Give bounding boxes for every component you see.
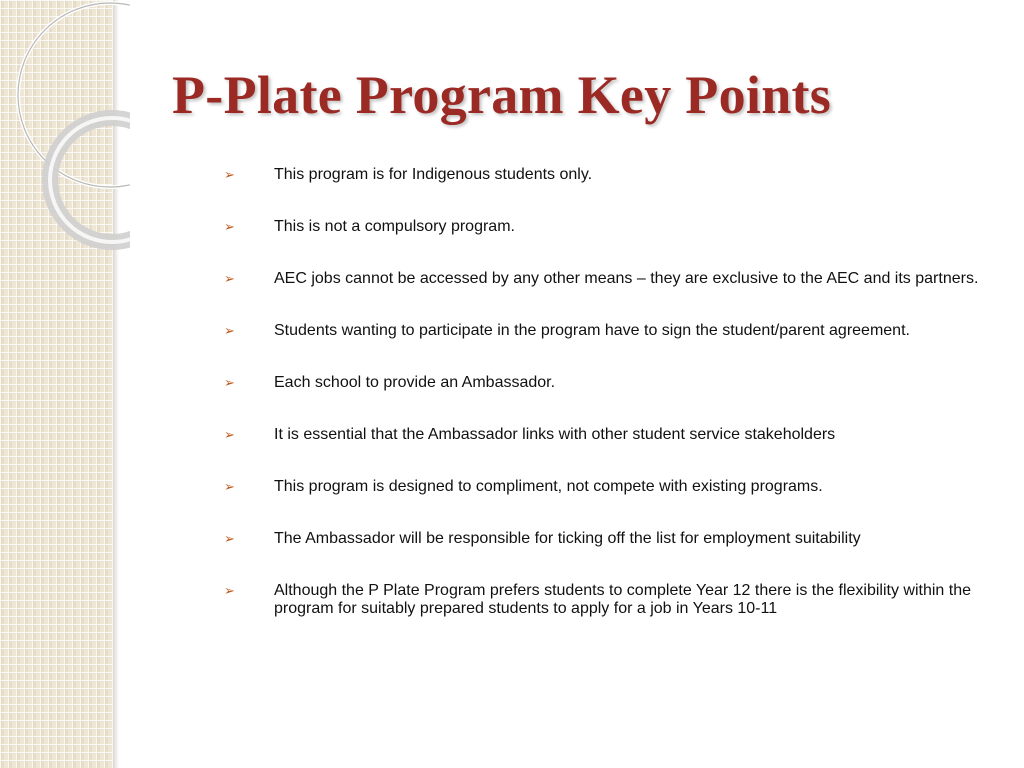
list-item	[222, 322, 1002, 340]
list-item	[222, 166, 1002, 184]
list-item	[222, 478, 1002, 496]
list-item-text: This program is designed to compliment, not compete with existing programs.	[274, 478, 823, 495]
key-points-list	[222, 166, 1002, 652]
arrow-bullet-icon: ➢	[224, 480, 235, 495]
arrow-bullet-icon: ➢	[224, 168, 235, 183]
list-item-text: Each school to provide an Ambassador.	[274, 374, 556, 391]
list-item	[222, 218, 1002, 236]
arrow-bullet-icon: ➢	[224, 428, 235, 443]
decorative-circles	[0, 0, 130, 260]
list-item	[222, 582, 1002, 618]
arrow-bullet-icon: ➢	[224, 220, 235, 235]
list-item	[222, 270, 1002, 288]
arrow-bullet-icon: ➢	[224, 272, 235, 287]
list-item-text: AEC jobs cannot be accessed by any other means – they are exclusive to the AEC and its partners.	[274, 270, 979, 287]
arrow-bullet-icon: ➢	[224, 324, 235, 339]
slide-title: P-Plate Program Key Points	[172, 65, 832, 125]
list-item	[222, 530, 1002, 548]
list-item-text: It is essential that the Ambassador links with other student service stakeholders	[274, 426, 836, 443]
list-item-text: The Ambassador will be responsible for ticking off the list for employment suitability	[274, 530, 861, 547]
list-item	[222, 374, 1002, 392]
list-item-text: This program is for Indigenous students only.	[274, 166, 593, 183]
arrow-bullet-icon: ➢	[224, 532, 235, 547]
arrow-bullet-icon: ➢	[224, 376, 235, 391]
list-item-text: Students wanting to participate in the program have to sign the student/parent agreement.	[274, 322, 910, 339]
list-item-text: This is not a compulsory program.	[274, 218, 515, 235]
list-item-text: Although the P Plate Program prefers students to complete Year 12 there is the flexibility within the program for suitably prepared students to apply for a job in Years 10-11	[274, 582, 971, 617]
arrow-bullet-icon: ➢	[224, 584, 235, 599]
list-item	[222, 426, 1002, 444]
